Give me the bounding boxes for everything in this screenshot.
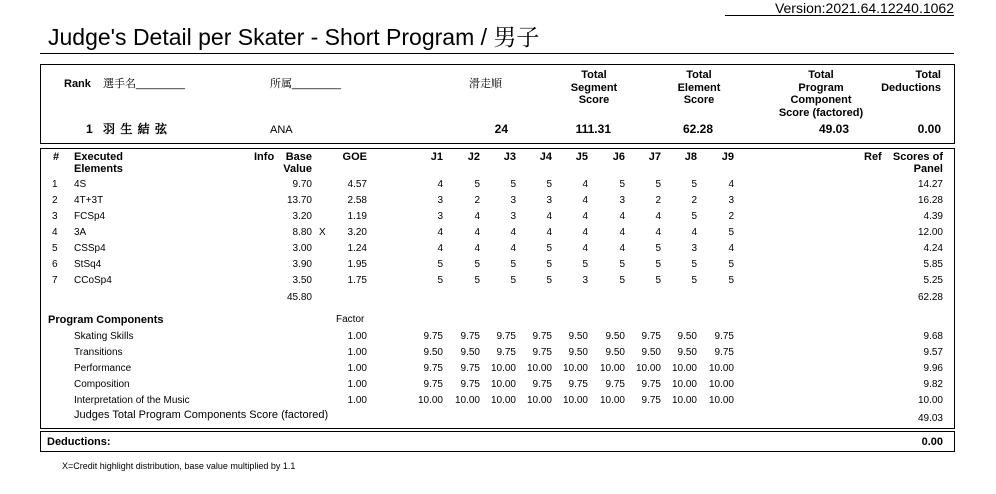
pc-name: Interpretation of the Music <box>74 395 190 406</box>
element-judge-score: 4 <box>691 227 697 238</box>
tes-value: 62.28 <box>682 122 713 136</box>
element-judge-score: 4 <box>582 211 588 222</box>
element-judge-score: 5 <box>728 259 734 270</box>
pcs-header-4: Score (factored) <box>778 106 864 119</box>
pc-judge-score: 9.75 <box>532 331 552 342</box>
nation-value: ANA <box>270 124 293 136</box>
pc-panel-score: 10.00 <box>917 395 943 406</box>
pc-judge-score: 9.75 <box>641 395 661 406</box>
element-panel-score: 12.00 <box>917 227 943 238</box>
pc-factor: 1.00 <box>347 395 367 406</box>
pc-judge-score: 9.50 <box>460 347 480 358</box>
element-judge-score: 3 <box>546 195 552 206</box>
element-judge-score: 3 <box>437 211 443 222</box>
pc-judge-score: 10.00 <box>635 363 661 374</box>
judge-header-8: J8 <box>684 151 697 163</box>
pc-name: Performance <box>74 363 132 374</box>
deductions-box <box>40 431 955 452</box>
deductions-value: 0.00 <box>921 436 943 448</box>
tes-header-2: Element <box>677 81 721 94</box>
pc-judge-score: 9.50 <box>568 331 588 342</box>
element-goe: 1.24 <box>347 243 367 254</box>
element-judge-score: 5 <box>546 259 552 270</box>
pc-judge-score: 9.75 <box>423 379 443 390</box>
element-judge-score: 5 <box>728 275 734 286</box>
rank-value: 1 <box>86 122 93 136</box>
info-header: Info <box>254 151 275 163</box>
pc-judge-score: 10.00 <box>526 363 552 374</box>
title-divider <box>40 53 954 54</box>
pc-judge-score: 9.75 <box>460 379 480 390</box>
pc-name: Skating Skills <box>74 331 134 342</box>
element-name: 3A <box>74 227 87 238</box>
pc-judge-score: 9.75 <box>460 363 480 374</box>
start-value: 24 <box>494 122 508 136</box>
element-judge-score: 5 <box>474 259 480 270</box>
element-judge-score: 4 <box>728 243 734 254</box>
element-judge-score: 5 <box>437 259 443 270</box>
element-num: 7 <box>52 275 58 286</box>
pc-panel-score: 9.82 <box>923 379 943 390</box>
pc-total-value: 49.03 <box>917 413 943 424</box>
pc-name: Transitions <box>74 347 123 358</box>
ded-header-1: Total <box>915 69 941 81</box>
element-goe: 1.95 <box>347 259 367 270</box>
pc-judge-score: 10.00 <box>454 395 480 406</box>
pcs-header-3: Component <box>790 94 852 106</box>
element-base-value: 3.90 <box>292 259 312 270</box>
element-judge-score: 5 <box>655 179 661 190</box>
ded-value: 0.00 <box>917 122 941 136</box>
element-judge-score: 4 <box>546 211 552 222</box>
pc-judge-score: 9.75 <box>460 331 480 342</box>
element-judge-score: 4 <box>619 243 625 254</box>
element-judge-score: 4 <box>474 211 480 222</box>
element-goe: 3.20 <box>347 227 367 238</box>
ref-header: Ref <box>864 151 882 163</box>
pc-judge-score: 9.75 <box>496 331 516 342</box>
judge-header-2: J2 <box>467 151 480 163</box>
deductions-label: Deductions: <box>47 436 111 448</box>
element-judge-score: 4 <box>510 227 516 238</box>
pc-judge-score: 9.50 <box>605 347 625 358</box>
pc-judge-score: 10.00 <box>417 395 443 406</box>
pc-judge-score: 10.00 <box>599 395 625 406</box>
pc-judge-score: 9.50 <box>423 347 443 358</box>
judge-header-7: J7 <box>648 151 661 163</box>
element-panel-score: 14.27 <box>917 179 943 190</box>
pc-judge-score: 9.75 <box>641 331 661 342</box>
pc-judge-score: 10.00 <box>490 379 516 390</box>
element-base-value: 9.70 <box>292 179 312 190</box>
element-judge-score: 5 <box>691 275 697 286</box>
element-judge-score: 4 <box>655 227 661 238</box>
element-judge-score: 5 <box>474 275 480 286</box>
element-judge-score: 5 <box>546 275 552 286</box>
pc-panel-score: 9.96 <box>923 363 943 374</box>
element-panel-score: 5.85 <box>923 259 943 270</box>
tes-total: 62.28 <box>917 292 943 303</box>
element-goe: 2.58 <box>347 195 367 206</box>
element-goe: 1.75 <box>347 275 367 286</box>
element-base-value: 3.00 <box>292 243 312 254</box>
pc-judge-score: 10.00 <box>671 379 697 390</box>
judge-header-1: J1 <box>430 151 443 163</box>
pc-judge-score: 9.50 <box>605 331 625 342</box>
tes-header-1: Total <box>686 69 712 81</box>
tes-header-3: Score <box>683 94 715 106</box>
pc-judge-score: 9.50 <box>677 347 697 358</box>
element-judge-score: 4 <box>510 243 516 254</box>
element-info: X <box>319 227 326 238</box>
element-name: 4S <box>74 179 87 190</box>
element-judge-score: 4 <box>619 211 625 222</box>
element-judge-score: 3 <box>510 211 516 222</box>
element-judge-score: 5 <box>691 179 697 190</box>
ded-header-2: Deductions <box>881 81 941 94</box>
element-judge-score: 5 <box>691 211 697 222</box>
pc-judge-score: 10.00 <box>708 363 734 374</box>
element-judge-score: 4 <box>474 227 480 238</box>
pc-judge-score: 10.00 <box>562 363 588 374</box>
pc-judge-score: 9.50 <box>677 331 697 342</box>
element-num: 5 <box>52 243 58 254</box>
pc-panel-score: 9.57 <box>923 347 943 358</box>
judge-header-6: J6 <box>612 151 625 163</box>
page-title: Judge's Detail per Skater - Short Program / 男子 <box>48 24 540 50</box>
element-judge-score: 3 <box>728 195 734 206</box>
judge-header-4: J4 <box>539 151 552 163</box>
pcs-header-2: Program <box>798 81 844 94</box>
element-judge-score: 5 <box>510 259 516 270</box>
base-header-2: Value <box>283 163 312 175</box>
pc-judge-score: 9.75 <box>714 347 734 358</box>
pc-judge-score: 10.00 <box>490 395 516 406</box>
pc-judge-score: 9.75 <box>423 363 443 374</box>
summary-box <box>40 64 955 144</box>
element-name: FCSp4 <box>74 211 106 222</box>
element-num: 6 <box>52 259 58 270</box>
pc-name: Composition <box>74 379 130 390</box>
pc-factor: 1.00 <box>347 363 367 374</box>
pc-factor: 1.00 <box>347 331 367 342</box>
element-name: StSq4 <box>74 259 102 270</box>
name-header: 選手名________ <box>103 78 185 90</box>
panel-header-1: Scores of <box>892 151 943 163</box>
factor-header: Factor <box>336 314 365 325</box>
element-base-value: 3.20 <box>292 211 312 222</box>
element-num: 1 <box>52 179 58 190</box>
element-judge-score: 5 <box>655 275 661 286</box>
pc-judge-score: 10.00 <box>526 395 552 406</box>
pc-judge-score: 9.75 <box>423 331 443 342</box>
pc-judge-score: 10.00 <box>599 363 625 374</box>
pc-factor: 1.00 <box>347 379 367 390</box>
element-judge-score: 4 <box>582 195 588 206</box>
tss-header-3: Score <box>578 94 610 106</box>
pc-judge-score: 10.00 <box>671 363 697 374</box>
pc-total-label: Judges Total Program Components Score (factored) <box>74 409 329 421</box>
detail-box <box>40 148 955 429</box>
element-judge-score: 5 <box>728 227 734 238</box>
num-header: # <box>53 151 60 163</box>
element-judge-score: 5 <box>655 243 661 254</box>
rank-header: Rank <box>64 78 91 90</box>
pc-judge-score: 9.75 <box>496 347 516 358</box>
tss-value: 111.31 <box>575 122 611 136</box>
element-judge-score: 5 <box>691 259 697 270</box>
pc-title: Program Components <box>48 314 164 326</box>
element-judge-score: 3 <box>437 195 443 206</box>
pc-factor: 1.00 <box>347 347 367 358</box>
base-total: 45.80 <box>286 292 312 303</box>
element-base-value: 13.70 <box>286 195 312 206</box>
pc-judge-score: 9.75 <box>605 379 625 390</box>
element-judge-score: 3 <box>619 195 625 206</box>
skater-name: 羽 生 結 弦 <box>103 122 169 136</box>
goe-header: GOE <box>342 151 367 163</box>
element-judge-score: 2 <box>728 211 734 222</box>
pc-judge-score: 10.00 <box>671 395 697 406</box>
panel-header-2: Panel <box>913 163 943 175</box>
element-judge-score: 5 <box>655 259 661 270</box>
element-judge-score: 2 <box>655 195 661 206</box>
element-judge-score: 4 <box>437 227 443 238</box>
element-name: CCoSp4 <box>74 275 112 286</box>
element-goe: 4.57 <box>347 179 367 190</box>
element-judge-score: 5 <box>619 275 625 286</box>
pc-judge-score: 9.75 <box>641 379 661 390</box>
pcs-value: 49.03 <box>818 122 849 136</box>
element-base-value: 3.50 <box>292 275 312 286</box>
element-judge-score: 5 <box>437 275 443 286</box>
base-header-1: Base <box>285 151 312 163</box>
element-judge-score: 4 <box>546 227 552 238</box>
element-goe: 1.19 <box>347 211 367 222</box>
executed-header-2: Elements <box>74 163 123 175</box>
footnote: X=Credit highlight distribution, base value multiplied by 1.1 <box>62 461 296 471</box>
start-header: 滑走順 <box>469 78 502 90</box>
judge-header-9: J9 <box>721 151 734 163</box>
element-judge-score: 5 <box>619 179 625 190</box>
element-num: 3 <box>52 211 58 222</box>
element-judge-score: 4 <box>582 179 588 190</box>
element-judge-score: 5 <box>582 259 588 270</box>
element-judge-score: 2 <box>691 195 697 206</box>
executed-header-1: Executed <box>74 151 123 163</box>
element-judge-score: 3 <box>691 243 697 254</box>
element-panel-score: 5.25 <box>923 275 943 286</box>
element-panel-score: 4.24 <box>923 243 943 254</box>
pc-judge-score: 9.75 <box>532 379 552 390</box>
judge-header-3: J3 <box>503 151 516 163</box>
pc-judge-score: 9.75 <box>568 379 588 390</box>
element-judge-score: 2 <box>474 195 480 206</box>
pc-judge-score: 9.75 <box>532 347 552 358</box>
element-num: 4 <box>52 227 58 238</box>
element-judge-score: 4 <box>437 243 443 254</box>
element-judge-score: 3 <box>582 275 588 286</box>
version-label: Version:2021.64.12240.1062 <box>774 0 954 16</box>
element-panel-score: 4.39 <box>923 211 943 222</box>
element-judge-score: 4 <box>619 227 625 238</box>
judge-header-5: J5 <box>575 151 588 163</box>
version-underline <box>725 15 954 16</box>
element-judge-score: 5 <box>510 179 516 190</box>
element-name: CSSp4 <box>74 243 106 254</box>
element-judge-score: 4 <box>655 211 661 222</box>
element-judge-score: 4 <box>582 243 588 254</box>
element-judge-score: 4 <box>582 227 588 238</box>
tss-header-2: Segment <box>570 81 618 94</box>
pc-judge-score: 10.00 <box>708 379 734 390</box>
element-judge-score: 5 <box>474 179 480 190</box>
pc-judge-score: 10.00 <box>708 395 734 406</box>
pc-judge-score: 9.75 <box>714 331 734 342</box>
tss-header-1: Total <box>581 69 607 81</box>
element-judge-score: 4 <box>474 243 480 254</box>
element-judge-score: 4 <box>437 179 443 190</box>
element-num: 2 <box>52 195 58 206</box>
element-judge-score: 5 <box>546 243 552 254</box>
element-name: 4T+3T <box>74 195 104 206</box>
pc-panel-score: 9.68 <box>923 331 943 342</box>
pc-judge-score: 10.00 <box>562 395 588 406</box>
element-base-value: 8.80 <box>292 227 312 238</box>
pc-judge-score: 9.50 <box>568 347 588 358</box>
element-judge-score: 5 <box>510 275 516 286</box>
pc-judge-score: 9.50 <box>641 347 661 358</box>
pc-judge-score: 10.00 <box>490 363 516 374</box>
element-judge-score: 4 <box>728 179 734 190</box>
element-judge-score: 3 <box>510 195 516 206</box>
element-judge-score: 5 <box>619 259 625 270</box>
pcs-header-1: Total <box>808 69 834 81</box>
element-panel-score: 16.28 <box>917 195 943 206</box>
element-judge-score: 5 <box>546 179 552 190</box>
nation-header: 所属________ <box>270 78 341 90</box>
